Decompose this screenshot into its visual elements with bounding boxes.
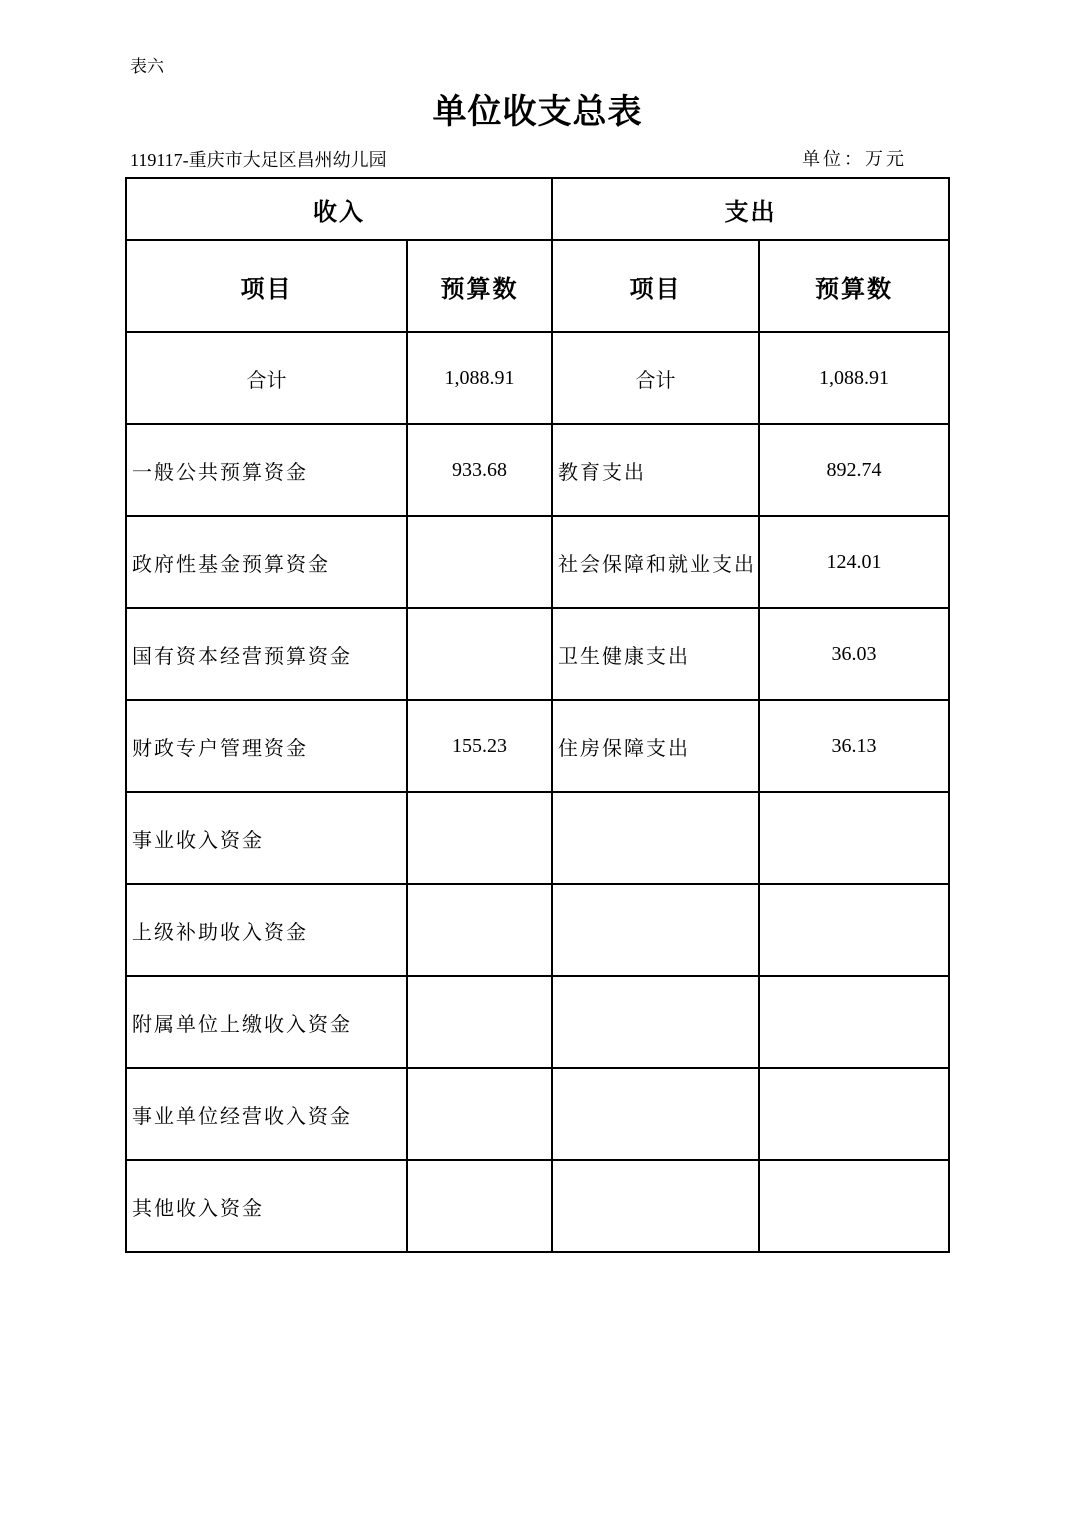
organization-name: 119117-重庆市大足区昌州幼儿园 [130,150,387,170]
table-row [126,1068,949,1160]
expense-amount [759,1160,949,1252]
income-amount [407,1068,552,1160]
income-amount [407,792,552,884]
expense-item: 住房保障支出 [552,700,759,792]
income-item: 一般公共预算资金 [126,424,407,516]
income-amount [407,1160,552,1252]
expense-section-header: 支出 [552,178,949,240]
expense-amount [759,792,949,884]
expense-item [552,884,759,976]
income-amount-header: 预算数 [407,240,552,332]
expense-amount: 36.13 [759,700,949,792]
table-row [126,424,949,516]
expense-amount: 36.03 [759,608,949,700]
table-row [126,976,949,1068]
expense-item [552,792,759,884]
income-item: 事业单位经营收入资金 [126,1068,407,1160]
table-row [126,792,949,884]
expense-item [552,1160,759,1252]
expense-amount: 892.74 [759,424,949,516]
table-number-label: 表六 [130,57,164,77]
income-amount [407,976,552,1068]
expense-amount-header: 预算数 [759,240,949,332]
income-item: 上级补助收入资金 [126,884,407,976]
expense-item [552,976,759,1068]
income-section-header: 收入 [126,178,552,240]
column-header-row [126,240,949,332]
section-header-row [126,178,949,240]
expense-amount [759,1068,949,1160]
income-item: 财政专户管理资金 [126,700,407,792]
expense-item: 卫生健康支出 [552,608,759,700]
income-item: 附属单位上缴收入资金 [126,976,407,1068]
expense-amount: 124.01 [759,516,949,608]
budget-table [125,177,950,1253]
income-item-header: 项目 [126,240,407,332]
income-item: 其他收入资金 [126,1160,407,1252]
income-amount: 933.68 [407,424,552,516]
income-total-amount: 1,088.91 [407,332,552,424]
income-item: 事业收入资金 [126,792,407,884]
total-row [126,332,949,424]
income-amount [407,884,552,976]
table-row [126,700,949,792]
expense-total-label: 合计 [552,332,759,424]
expense-item-header: 项目 [552,240,759,332]
table-row [126,516,949,608]
table-row [126,1160,949,1252]
income-amount [407,516,552,608]
income-amount: 155.23 [407,700,552,792]
expense-item: 教育支出 [552,424,759,516]
unit-label: 单位：万元 [802,149,907,170]
income-total-label: 合计 [126,332,407,424]
table-row [126,884,949,976]
expense-amount [759,976,949,1068]
income-item: 政府性基金预算资金 [126,516,407,608]
table-row [126,608,949,700]
expense-item: 社会保障和就业支出 [552,516,759,608]
page-title: 单位收支总表 [432,92,643,132]
income-item: 国有资本经营预算资金 [126,608,407,700]
expense-item [552,1068,759,1160]
expense-total-amount: 1,088.91 [759,332,949,424]
income-amount [407,608,552,700]
expense-amount [759,884,949,976]
